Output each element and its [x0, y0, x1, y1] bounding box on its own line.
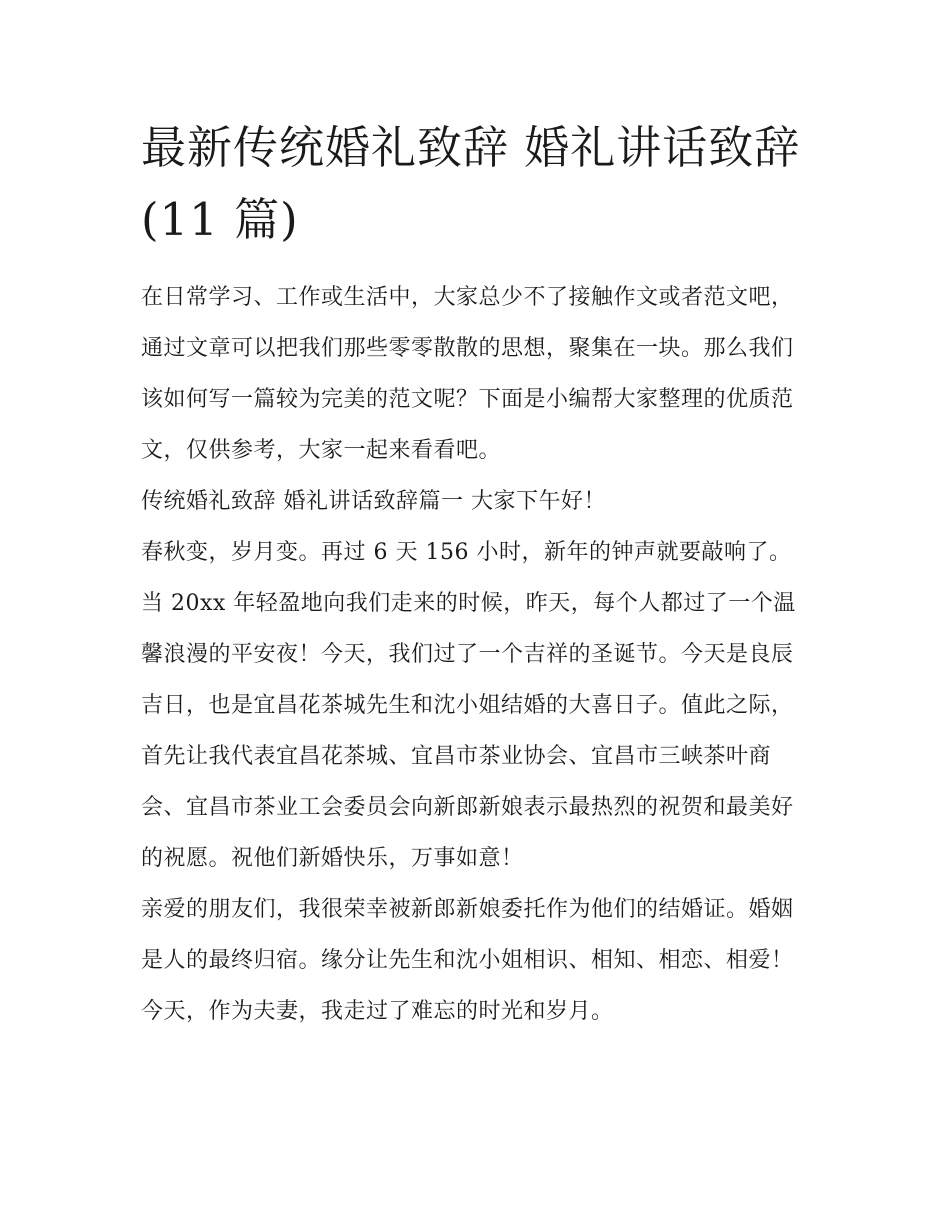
- speech-paragraph-1: 春秋变，岁月变。再过 6 天 156 小时，新年的钟声就要敲响了。当 20xx 年轻盈地向我们走来的时候，昨天，每个人都过了一个温馨浪漫的平安夜！今天，我们过了一个吉祥的圣诞节。今天是良辰吉日，也是宜昌花茶城先生和沈小姐结婚的大喜日子。值此之际，首先让我代表宜昌花茶城、宜昌市茶业协会、宜昌市三峡茶叶商会、宜昌市茶业工会委员会向新郎新娘表示最热烈的祝贺和最美好的祝愿。祝他们新婚快乐，万事如意！: [141, 540, 796, 871]
- intro-paragraph: 在日常学习、工作或生活中，大家总少不了接触作文或者范文吧，通过文章可以把我们那些零零散散的思想，聚集在一块。那么我们该如何写一篇较为完美的范文呢？下面是小编帮大家整理的优质范文，仅供参考，大家一起来看看吧。: [141, 285, 794, 463]
- document-page: [141, 112, 813, 1037]
- section-heading-paragraph: 传统婚礼致辞 婚礼讲话致辞篇一 大家下午好！: [141, 489, 606, 514]
- document-title: 最新传统婚礼致辞 婚礼讲话致辞(11 篇): [141, 121, 801, 246]
- speech-paragraph-2: 亲爱的朋友们，我很荣幸被新郎新娘委托作为他们的结婚证。婚姻是人的最终归宿。缘分让先生和沈小姐相识、相知、相恋、相爱！今天，作为夫妻，我走过了难忘的时光和岁月。: [141, 897, 794, 1024]
